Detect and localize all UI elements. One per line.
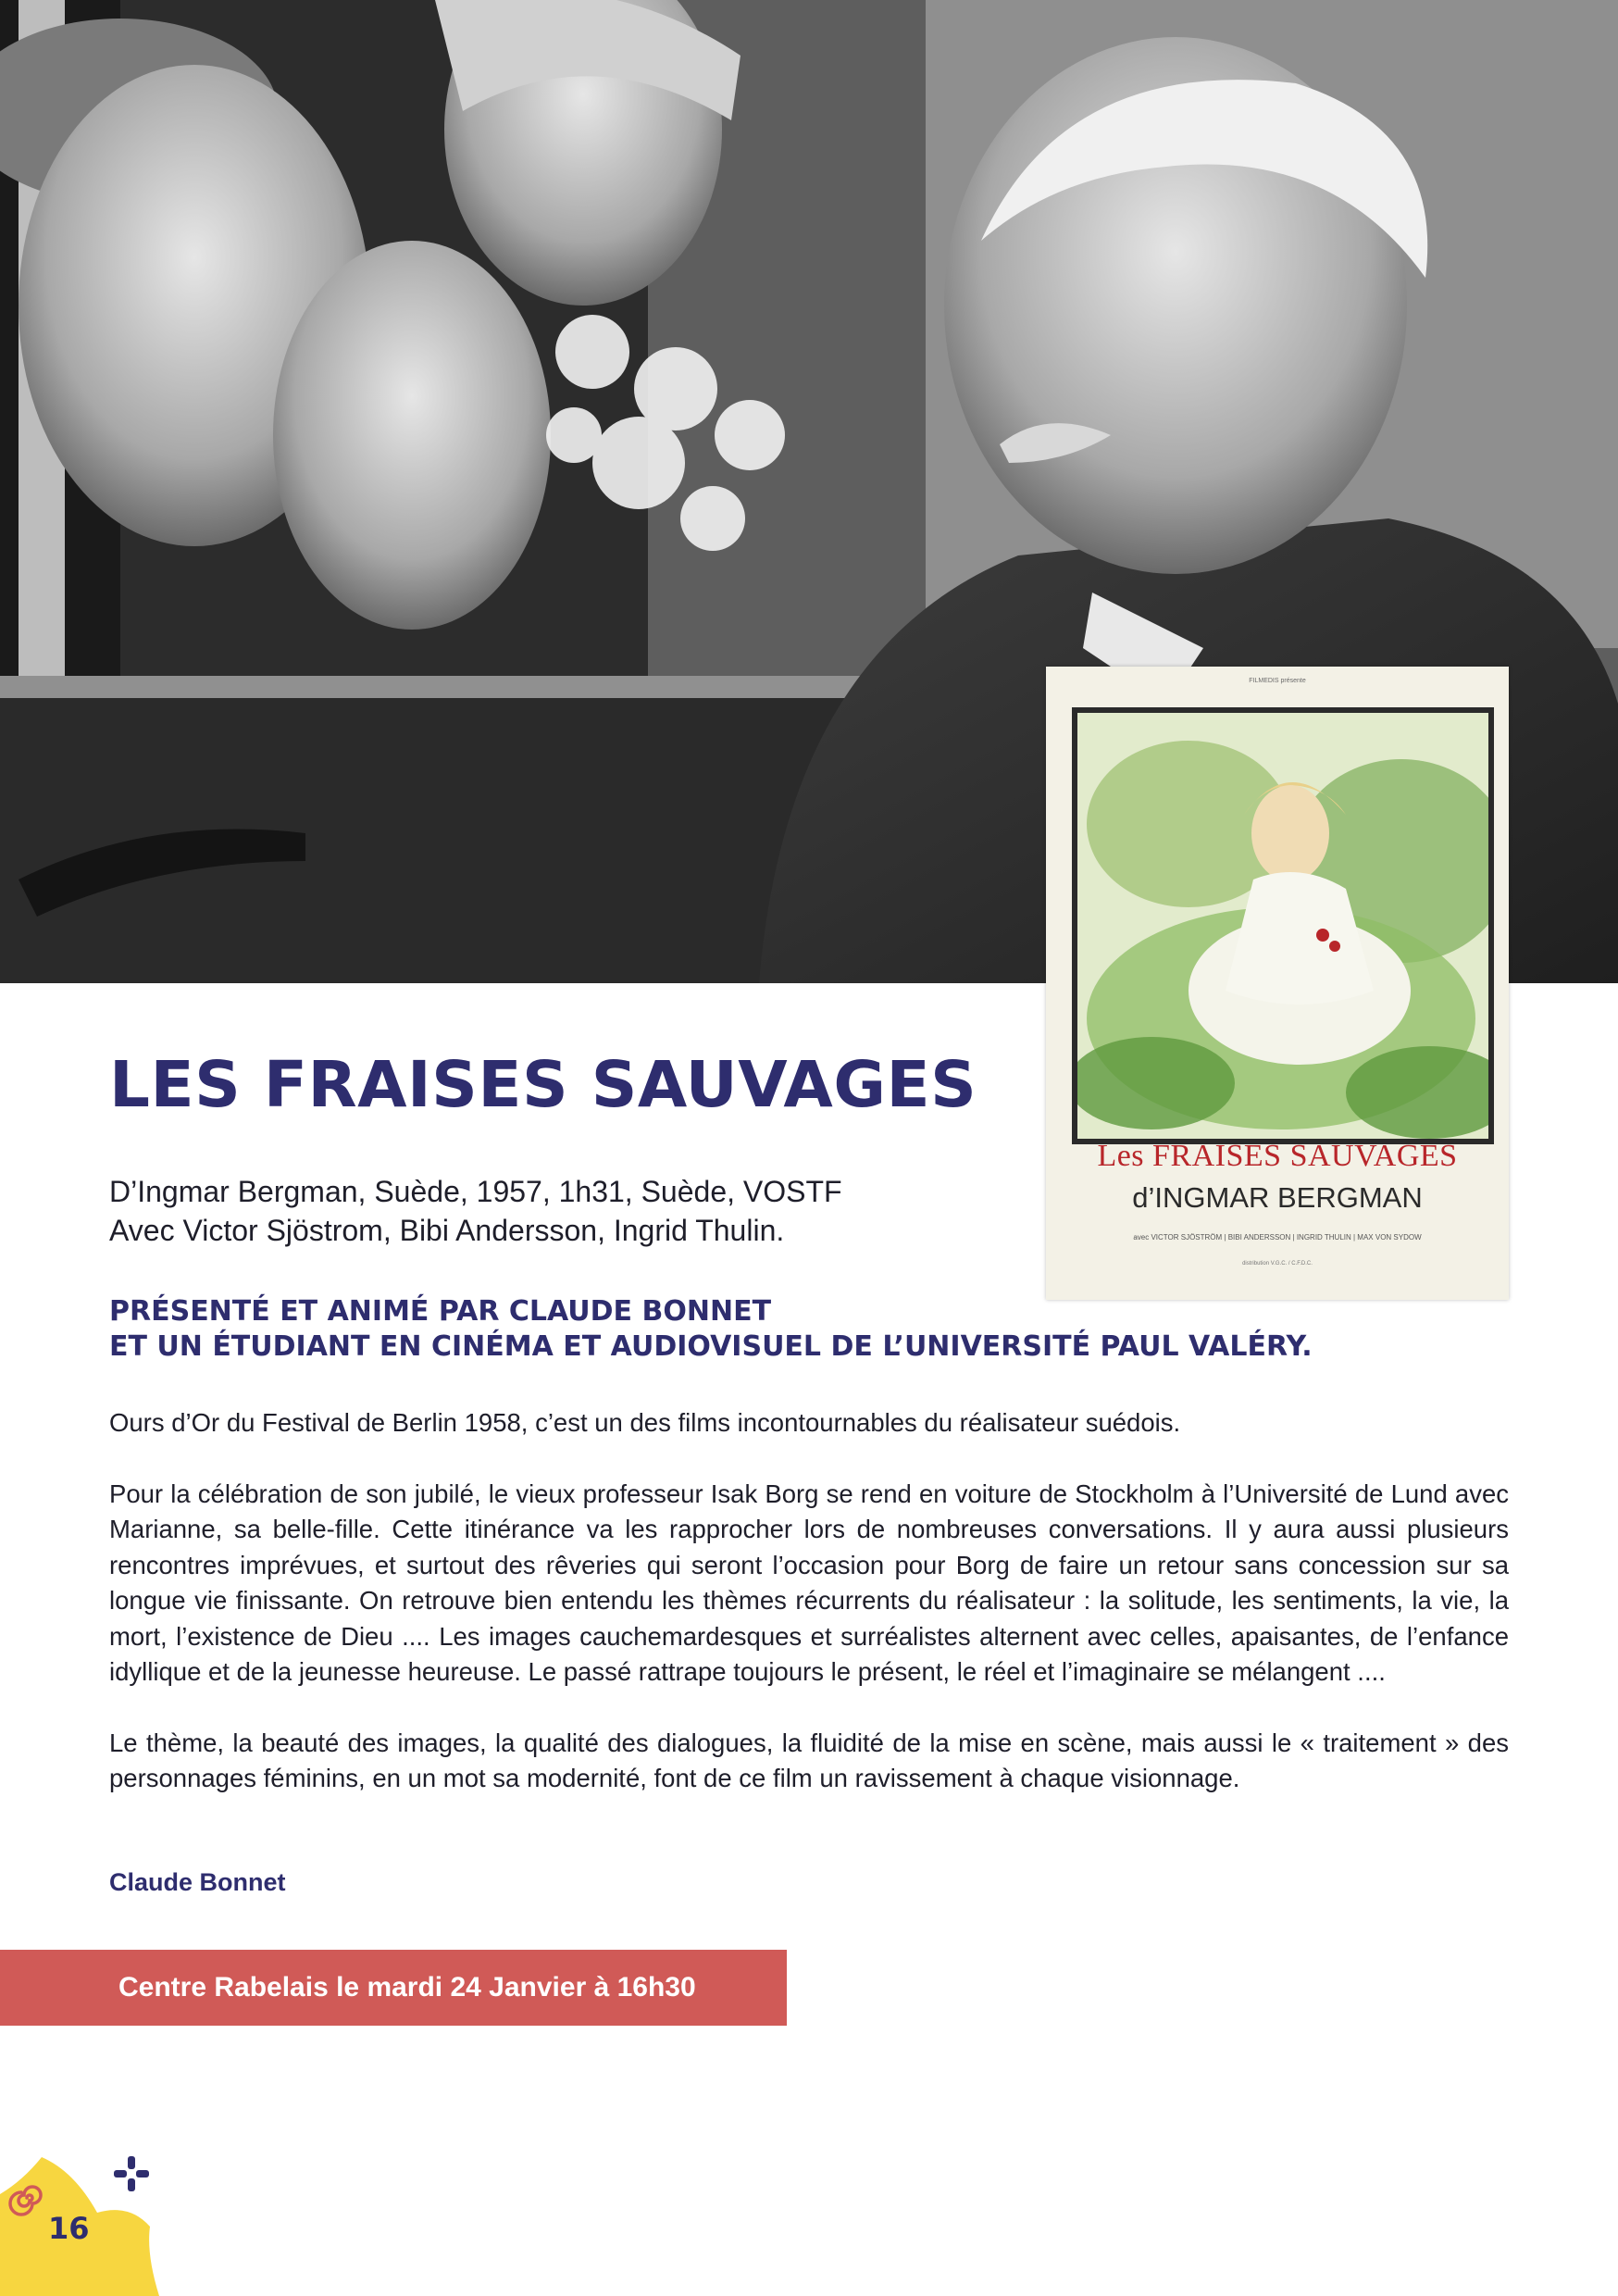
page-number: 16 <box>48 2211 90 2246</box>
poster-director: d’INGMAR BERGMAN <box>1132 1181 1423 1214</box>
film-credits <box>109 1172 842 1250</box>
review-paragraph-1: Ours d’Or du Festival de Berlin 1958, c’est un des films incontournables du réalisateur suédois. <box>109 1408 1181 1437</box>
film-title: LES FRAISES SAUVAGES <box>109 1048 977 1122</box>
sparkle-plus-icon <box>114 2156 149 2191</box>
screening-banner <box>0 1950 787 2026</box>
presenter-line-2: ET UN ÉTUDIANT EN CINÉMA ET AUDIOVISUEL DE L’UNIVERSITÉ PAUL VALÉRY. <box>109 1330 1313 1363</box>
review-body <box>109 1405 1509 1832</box>
review-signature: Claude Bonnet <box>109 1868 286 1896</box>
review-paragraph-3: Le thème, la beauté des images, la qualité des dialogues, la fluidité de la mise en scène, mais aussi le « traitement » des personnages féminins, en un mot sa modernité, font de ce film un ravissement à chaque visionnage. <box>109 1728 1509 1792</box>
credits-cast-line: Avec Victor Sjöstrom, Bibi Andersson, Ingrid Thulin. <box>109 1214 785 1247</box>
credits-director-line: D’Ingmar Bergman, Suède, 1957, 1h31, Suède, VOSTF <box>109 1175 842 1208</box>
presenter-line-1: PRÉSENTÉ ET ANIMÉ PAR CLAUDE BONNET <box>109 1295 772 1328</box>
poster-distributor: distribution V.G.C. / C.F.D.C. <box>1242 1261 1313 1267</box>
poster-artwork <box>1072 707 1494 1144</box>
poster-credit: FILMEDIS présente <box>1249 678 1306 684</box>
poster-illustration <box>1077 713 1488 1139</box>
presenter-heading <box>109 1294 1313 1365</box>
movie-poster <box>1046 667 1509 1300</box>
poster-cast: avec VICTOR SJÖSTRÖM | BIBI ANDERSSON | INGRID THULIN | MAX VON SYDOW <box>1133 1233 1422 1242</box>
review-paragraph-2: Pour la célébration de son jubilé, le vieux professeur Isak Borg se rend en voiture de Stockholm à l’Université de Lund avec Marianne, sa belle-fille. Cette itinérance va les rapprocher lors de nombreuses conversations. Il y aura aussi plusieurs rencontres imprévues, et surtout des rêveries qui seront l’occasion pour Borg de faire un retour sans concession sur sa longue vie finissante. On retrouve bien entendu les thèmes récurrents du réalisateur : la solitude, les sentiments, la vie, la mort, l’existence de Dieu .... Les images cauchemardesques et surréalistes alternent avec celles, apaisantes, de l’enfance idyllique et de la jeunesse heureuse. Le passé rattrape toujours le présent, le réel et l’imaginaire se mélangent .... <box>109 1479 1509 1686</box>
screening-label: Centre Rabelais le mardi 24 Janvier à 16h30 <box>118 1972 696 2003</box>
poster-title: Les FRAISES SAUVAGES <box>1097 1139 1458 1173</box>
